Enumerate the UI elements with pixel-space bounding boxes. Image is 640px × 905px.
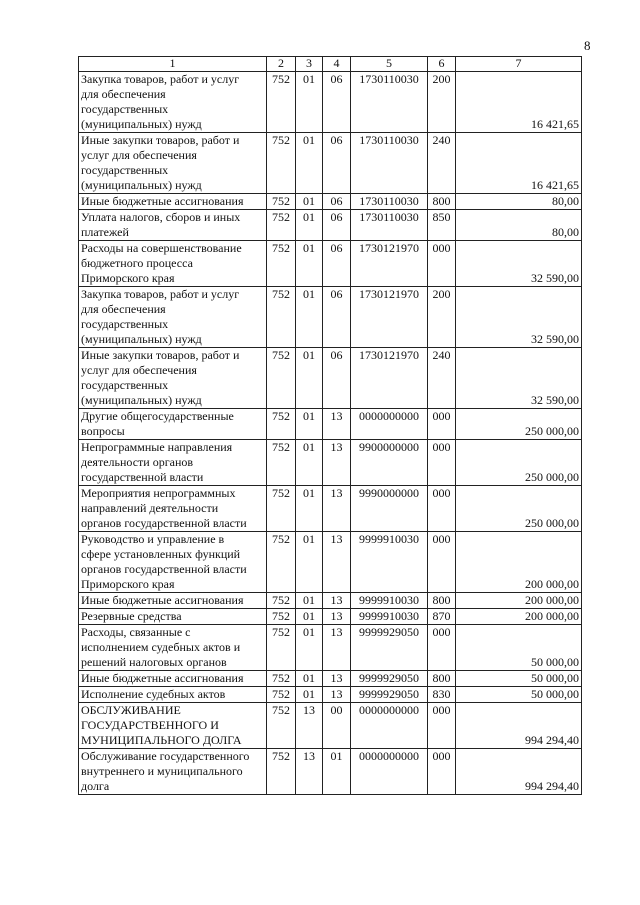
row-target-article-cell: 9999929050 xyxy=(351,687,428,703)
table-header-row xyxy=(79,57,582,72)
row-expense-type-cell: 000 xyxy=(428,703,456,749)
table-row xyxy=(79,749,582,795)
row-amount-cell: 16 421,65 xyxy=(456,72,582,133)
row-target-article-cell: 9999929050 xyxy=(351,625,428,671)
table-row xyxy=(79,625,582,671)
row-target-article-cell: 1730110030 xyxy=(351,72,428,133)
row-target-article-cell: 0000000000 xyxy=(351,749,428,795)
table-row xyxy=(79,133,582,194)
row-expense-type-cell: 000 xyxy=(428,486,456,532)
row-target-article-cell: 1730110030 xyxy=(351,133,428,194)
row-amount-cell: 32 590,00 xyxy=(456,241,582,287)
row-subsection-cell: 06 xyxy=(323,210,351,241)
row-subsection-cell: 00 xyxy=(323,703,351,749)
row-admin-code-cell: 752 xyxy=(267,133,296,194)
row-amount-cell: 32 590,00 xyxy=(456,287,582,348)
row-amount-cell: 200 000,00 xyxy=(456,609,582,625)
row-subsection-cell: 01 xyxy=(323,749,351,795)
row-subsection-cell: 06 xyxy=(323,287,351,348)
row-admin-code-cell: 752 xyxy=(267,241,296,287)
row-name-cell: Иные бюджетные ассигнования xyxy=(79,671,267,687)
row-admin-code-cell: 752 xyxy=(267,409,296,440)
row-name-cell: Иные бюджетные ассигнования xyxy=(79,593,267,609)
row-amount-cell: 50 000,00 xyxy=(456,671,582,687)
row-amount-cell: 994 294,40 xyxy=(456,749,582,795)
row-name-cell: Другие общегосударственные вопросы xyxy=(79,409,267,440)
row-section-cell: 13 xyxy=(296,703,323,749)
row-amount-cell: 50 000,00 xyxy=(456,687,582,703)
page-number: 8 xyxy=(584,38,591,53)
row-section-cell: 01 xyxy=(296,532,323,593)
header-col-1: 1 xyxy=(79,57,267,72)
row-name-cell: Обслуживание государственного внутреннего и муниципального долга xyxy=(79,749,267,795)
row-section-cell: 01 xyxy=(296,687,323,703)
row-amount-cell: 250 000,00 xyxy=(456,486,582,532)
row-subsection-cell: 06 xyxy=(323,241,351,287)
row-admin-code-cell: 752 xyxy=(267,210,296,241)
row-target-article-cell: 0000000000 xyxy=(351,703,428,749)
row-subsection-cell: 06 xyxy=(323,133,351,194)
header-col-5: 5 xyxy=(351,57,428,72)
row-subsection-cell: 13 xyxy=(323,440,351,486)
row-expense-type-cell: 000 xyxy=(428,532,456,593)
row-subsection-cell: 13 xyxy=(323,609,351,625)
row-section-cell: 13 xyxy=(296,749,323,795)
row-subsection-cell: 06 xyxy=(323,194,351,210)
row-subsection-cell: 13 xyxy=(323,687,351,703)
table-row xyxy=(79,194,582,210)
table-row xyxy=(79,532,582,593)
row-section-cell: 01 xyxy=(296,241,323,287)
row-expense-type-cell: 800 xyxy=(428,593,456,609)
row-subsection-cell: 13 xyxy=(323,671,351,687)
table-row xyxy=(79,486,582,532)
row-name-cell: Мероприятия непрограммных направлений деятельности органов государственной власти xyxy=(79,486,267,532)
row-section-cell: 01 xyxy=(296,486,323,532)
row-name-cell: Закупка товаров, работ и услуг для обеспечения государственных (муниципальных) нужд xyxy=(79,72,267,133)
row-name-cell: Иные закупки товаров, работ и услуг для обеспечения государственных (муниципальных) нужд xyxy=(79,133,267,194)
row-target-article-cell: 0000000000 xyxy=(351,409,428,440)
row-target-article-cell: 9999910030 xyxy=(351,532,428,593)
row-expense-type-cell: 000 xyxy=(428,241,456,287)
row-section-cell: 01 xyxy=(296,287,323,348)
row-target-article-cell: 9900000000 xyxy=(351,440,428,486)
row-admin-code-cell: 752 xyxy=(267,703,296,749)
row-name-cell: ОБСЛУЖИВАНИЕ ГОСУДАРСТВЕННОГО И МУНИЦИПАЛЬНОГО ДОЛГА xyxy=(79,703,267,749)
table-row xyxy=(79,609,582,625)
row-amount-cell: 250 000,00 xyxy=(456,409,582,440)
header-col-3: 3 xyxy=(296,57,323,72)
header-col-4: 4 xyxy=(323,57,351,72)
row-target-article-cell: 1730110030 xyxy=(351,210,428,241)
table-row xyxy=(79,593,582,609)
row-amount-cell: 80,00 xyxy=(456,194,582,210)
row-admin-code-cell: 752 xyxy=(267,687,296,703)
row-section-cell: 01 xyxy=(296,609,323,625)
row-amount-cell: 200 000,00 xyxy=(456,593,582,609)
row-target-article-cell: 1730121970 xyxy=(351,287,428,348)
row-expense-type-cell: 850 xyxy=(428,210,456,241)
row-admin-code-cell: 752 xyxy=(267,625,296,671)
row-admin-code-cell: 752 xyxy=(267,348,296,409)
row-expense-type-cell: 240 xyxy=(428,133,456,194)
row-subsection-cell: 13 xyxy=(323,486,351,532)
row-admin-code-cell: 752 xyxy=(267,671,296,687)
row-admin-code-cell: 752 xyxy=(267,486,296,532)
row-admin-code-cell: 752 xyxy=(267,440,296,486)
row-target-article-cell: 9990000000 xyxy=(351,486,428,532)
row-section-cell: 01 xyxy=(296,210,323,241)
row-section-cell: 01 xyxy=(296,133,323,194)
row-expense-type-cell: 800 xyxy=(428,194,456,210)
row-subsection-cell: 13 xyxy=(323,593,351,609)
row-expense-type-cell: 000 xyxy=(428,409,456,440)
row-target-article-cell: 9999910030 xyxy=(351,609,428,625)
table-row xyxy=(79,348,582,409)
row-admin-code-cell: 752 xyxy=(267,749,296,795)
row-expense-type-cell: 240 xyxy=(428,348,456,409)
row-name-cell: Исполнение судебных актов xyxy=(79,687,267,703)
row-name-cell: Расходы, связанные с исполнением судебных актов и решений налоговых органов xyxy=(79,625,267,671)
row-name-cell: Иные закупки товаров, работ и услуг для обеспечения государственных (муниципальных) нужд xyxy=(79,348,267,409)
table-row xyxy=(79,687,582,703)
row-target-article-cell: 1730121970 xyxy=(351,241,428,287)
row-expense-type-cell: 800 xyxy=(428,671,456,687)
row-expense-type-cell: 000 xyxy=(428,749,456,795)
table-row xyxy=(79,210,582,241)
table-row xyxy=(79,72,582,133)
row-name-cell: Руководство и управление в сфере установленных функций органов государственной власти Приморского края xyxy=(79,532,267,593)
row-expense-type-cell: 200 xyxy=(428,72,456,133)
row-expense-type-cell: 000 xyxy=(428,625,456,671)
row-section-cell: 01 xyxy=(296,194,323,210)
row-expense-type-cell: 830 xyxy=(428,687,456,703)
table-row xyxy=(79,703,582,749)
table-row xyxy=(79,409,582,440)
row-amount-cell: 80,00 xyxy=(456,210,582,241)
row-section-cell: 01 xyxy=(296,440,323,486)
row-subsection-cell: 06 xyxy=(323,72,351,133)
row-target-article-cell: 9999910030 xyxy=(351,593,428,609)
row-amount-cell: 50 000,00 xyxy=(456,625,582,671)
row-target-article-cell: 1730110030 xyxy=(351,194,428,210)
header-col-6: 6 xyxy=(428,57,456,72)
row-section-cell: 01 xyxy=(296,72,323,133)
row-section-cell: 01 xyxy=(296,625,323,671)
row-name-cell: Непрограммные направления деятельности органов государственной власти xyxy=(79,440,267,486)
row-admin-code-cell: 752 xyxy=(267,287,296,348)
row-amount-cell: 994 294,40 xyxy=(456,703,582,749)
row-section-cell: 01 xyxy=(296,348,323,409)
header-col-2: 2 xyxy=(267,57,296,72)
header-col-7: 7 xyxy=(456,57,582,72)
table-row xyxy=(79,671,582,687)
budget-table xyxy=(78,56,582,795)
row-name-cell: Уплата налогов, сборов и иных платежей xyxy=(79,210,267,241)
row-admin-code-cell: 752 xyxy=(267,194,296,210)
row-expense-type-cell: 200 xyxy=(428,287,456,348)
row-section-cell: 01 xyxy=(296,593,323,609)
row-name-cell: Иные бюджетные ассигнования xyxy=(79,194,267,210)
row-amount-cell: 250 000,00 xyxy=(456,440,582,486)
row-name-cell: Расходы на совершенствование бюджетного процесса Приморского края xyxy=(79,241,267,287)
row-section-cell: 01 xyxy=(296,671,323,687)
row-name-cell: Закупка товаров, работ и услуг для обеспечения государственных (муниципальных) нужд xyxy=(79,287,267,348)
row-subsection-cell: 13 xyxy=(323,532,351,593)
row-name-cell: Резервные средства xyxy=(79,609,267,625)
table-row xyxy=(79,241,582,287)
row-amount-cell: 32 590,00 xyxy=(456,348,582,409)
row-admin-code-cell: 752 xyxy=(267,593,296,609)
row-subsection-cell: 06 xyxy=(323,348,351,409)
row-expense-type-cell: 870 xyxy=(428,609,456,625)
table-row xyxy=(79,287,582,348)
row-admin-code-cell: 752 xyxy=(267,532,296,593)
row-subsection-cell: 13 xyxy=(323,625,351,671)
row-target-article-cell: 9999929050 xyxy=(351,671,428,687)
row-subsection-cell: 13 xyxy=(323,409,351,440)
row-admin-code-cell: 752 xyxy=(267,609,296,625)
row-target-article-cell: 1730121970 xyxy=(351,348,428,409)
row-amount-cell: 200 000,00 xyxy=(456,532,582,593)
row-section-cell: 01 xyxy=(296,409,323,440)
table-row xyxy=(79,440,582,486)
row-amount-cell: 16 421,65 xyxy=(456,133,582,194)
row-admin-code-cell: 752 xyxy=(267,72,296,133)
row-expense-type-cell: 000 xyxy=(428,440,456,486)
